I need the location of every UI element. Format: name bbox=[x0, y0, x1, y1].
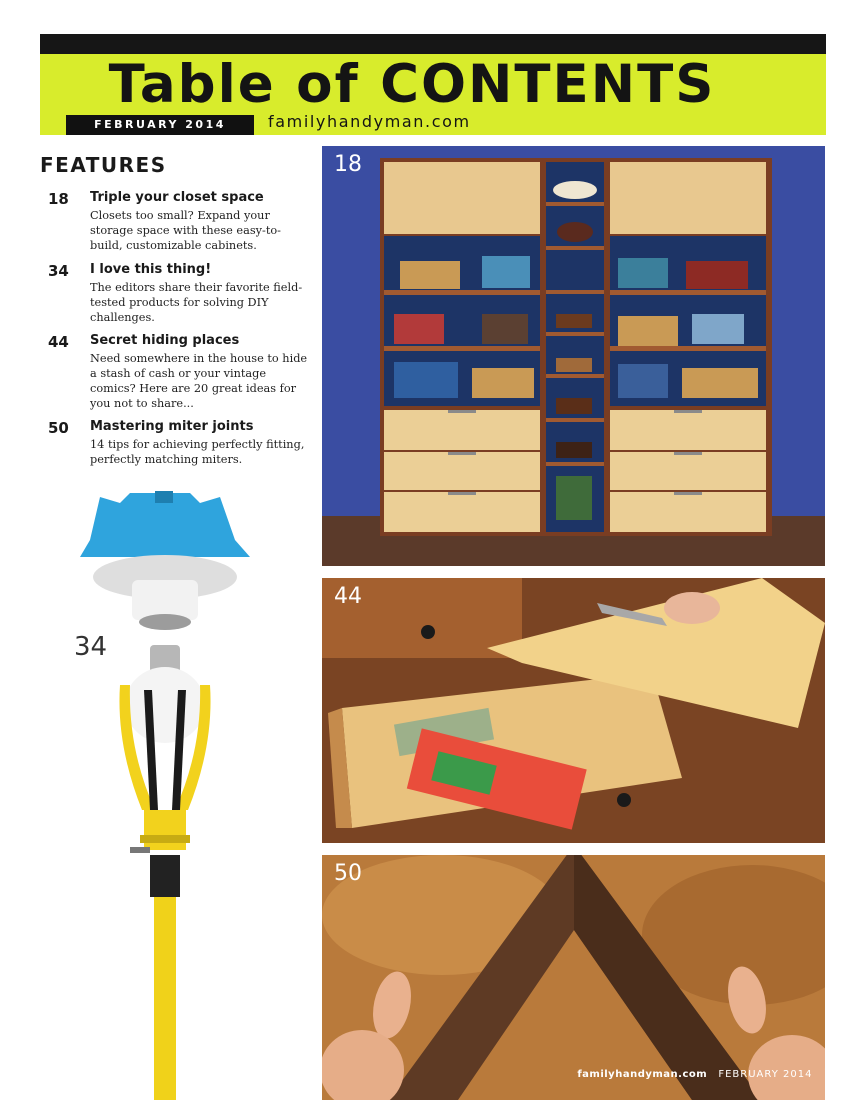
drawer-pull-shape bbox=[448, 452, 476, 455]
footer-site: familyhandyman.com bbox=[577, 1069, 708, 1080]
grip-shape bbox=[150, 855, 180, 897]
feature-title: Secret hiding places bbox=[90, 333, 240, 348]
miter-photo bbox=[322, 855, 825, 1100]
feature-title: Mastering miter joints bbox=[90, 419, 254, 434]
shelf-board-shape bbox=[546, 418, 604, 422]
drawer-shape bbox=[610, 452, 766, 490]
shelf-board-shape bbox=[384, 346, 540, 351]
shelf-board-shape bbox=[546, 462, 604, 466]
collar-ring-shape bbox=[140, 835, 190, 843]
drawer-pull-shape bbox=[674, 452, 702, 455]
basket-shape bbox=[682, 368, 758, 398]
hat-shape bbox=[557, 222, 593, 242]
shoes-shape bbox=[556, 442, 592, 458]
drawer-pull-shape bbox=[674, 492, 702, 495]
shelf-board-shape bbox=[546, 332, 604, 336]
collar-shape bbox=[144, 810, 186, 850]
features-heading: FEATURES bbox=[40, 153, 167, 177]
feature-description: 14 tips for achieving perfectly fitting, perfectly matching miters. bbox=[90, 438, 305, 466]
feature-page-number: 50 bbox=[48, 419, 69, 437]
feature-title: Triple your closet space bbox=[90, 190, 264, 205]
miter-page-number: 50 bbox=[334, 861, 362, 886]
site-url: familyhandyman.com bbox=[268, 112, 471, 131]
bulb-changer-illustration bbox=[60, 485, 280, 1100]
folded-clothes-shape bbox=[482, 314, 528, 344]
drawer-page-number: 44 bbox=[334, 584, 362, 609]
feature-description: Closets too small? Expand your storage space with these easy-to-build, customizable cabinets. bbox=[90, 209, 281, 252]
feature-description: The editors share their favorite field-tested products for solving DIY challenges. bbox=[90, 281, 303, 324]
shoes-shape bbox=[556, 358, 592, 372]
folded-clothes-shape bbox=[618, 258, 668, 288]
drawer-pull-shape bbox=[674, 410, 702, 413]
bulb-shape bbox=[125, 667, 205, 743]
shelf-board-shape bbox=[546, 246, 604, 250]
folded-clothes-shape bbox=[394, 362, 458, 398]
basket-shape bbox=[618, 316, 678, 346]
drawer-shape bbox=[384, 410, 540, 450]
page-title: Table of CONTENTS bbox=[108, 54, 716, 115]
drawer-pull-shape bbox=[448, 410, 476, 413]
feature-description: Need somewhere in the house to hide a stash of cash or your vintage comics? Here are 20 great ideas for you not to share... bbox=[90, 352, 308, 410]
folded-clothes-shape bbox=[482, 256, 530, 288]
miter-illustration bbox=[322, 855, 825, 1100]
electrical-box-tab bbox=[155, 491, 173, 503]
header-top-bar bbox=[40, 34, 826, 54]
shoes-shape bbox=[556, 314, 592, 328]
shelf-board-shape bbox=[384, 290, 540, 295]
folded-clothes-shape bbox=[692, 314, 744, 344]
closet-page-number: 18 bbox=[334, 152, 362, 177]
drawer-pull-shape bbox=[448, 492, 476, 495]
drawer-shape bbox=[610, 492, 766, 532]
shelf-board-shape bbox=[546, 202, 604, 206]
drawer-illustration bbox=[322, 578, 825, 843]
issue-date: FEBRUARY 2014 bbox=[66, 115, 254, 135]
socket-opening-shape bbox=[139, 614, 191, 630]
knob-shape bbox=[617, 793, 631, 807]
shelf-board-shape bbox=[610, 290, 766, 295]
hand-shape bbox=[664, 592, 720, 624]
pole-shape bbox=[154, 897, 176, 1100]
drawer-shape bbox=[384, 452, 540, 490]
closet-illustration bbox=[322, 146, 825, 566]
folded-clothes-shape bbox=[394, 314, 444, 344]
basket-shape bbox=[472, 368, 534, 398]
drawer-photo bbox=[322, 578, 825, 843]
feature-page-number: 34 bbox=[48, 262, 69, 280]
thumbscrew-shape bbox=[130, 847, 150, 853]
basket-shape bbox=[400, 261, 460, 289]
shelf-board-shape bbox=[610, 346, 766, 351]
hat-shape bbox=[553, 181, 597, 199]
footer-date: FEBRUARY 2014 bbox=[718, 1069, 813, 1080]
shoes-shape bbox=[556, 398, 592, 414]
bulb-page-number: 34 bbox=[74, 632, 108, 662]
shelf-board-shape bbox=[546, 374, 604, 378]
drawer-shape bbox=[610, 410, 766, 450]
knob-shape bbox=[421, 625, 435, 639]
upper-door-shape bbox=[610, 162, 766, 234]
drawer-shape bbox=[384, 492, 540, 532]
feature-title: I love this thing! bbox=[90, 262, 212, 277]
feature-page-number: 18 bbox=[48, 190, 69, 208]
boots-shape bbox=[556, 476, 592, 520]
page-footer bbox=[577, 1066, 832, 1080]
box-shape bbox=[686, 261, 748, 289]
page-number: 1 bbox=[823, 1066, 832, 1080]
feature-page-number: 44 bbox=[48, 333, 69, 351]
upper-door-shape bbox=[384, 162, 540, 234]
shelf-board-shape bbox=[546, 290, 604, 294]
closet-photo bbox=[322, 146, 825, 566]
folded-clothes-shape bbox=[618, 364, 668, 398]
